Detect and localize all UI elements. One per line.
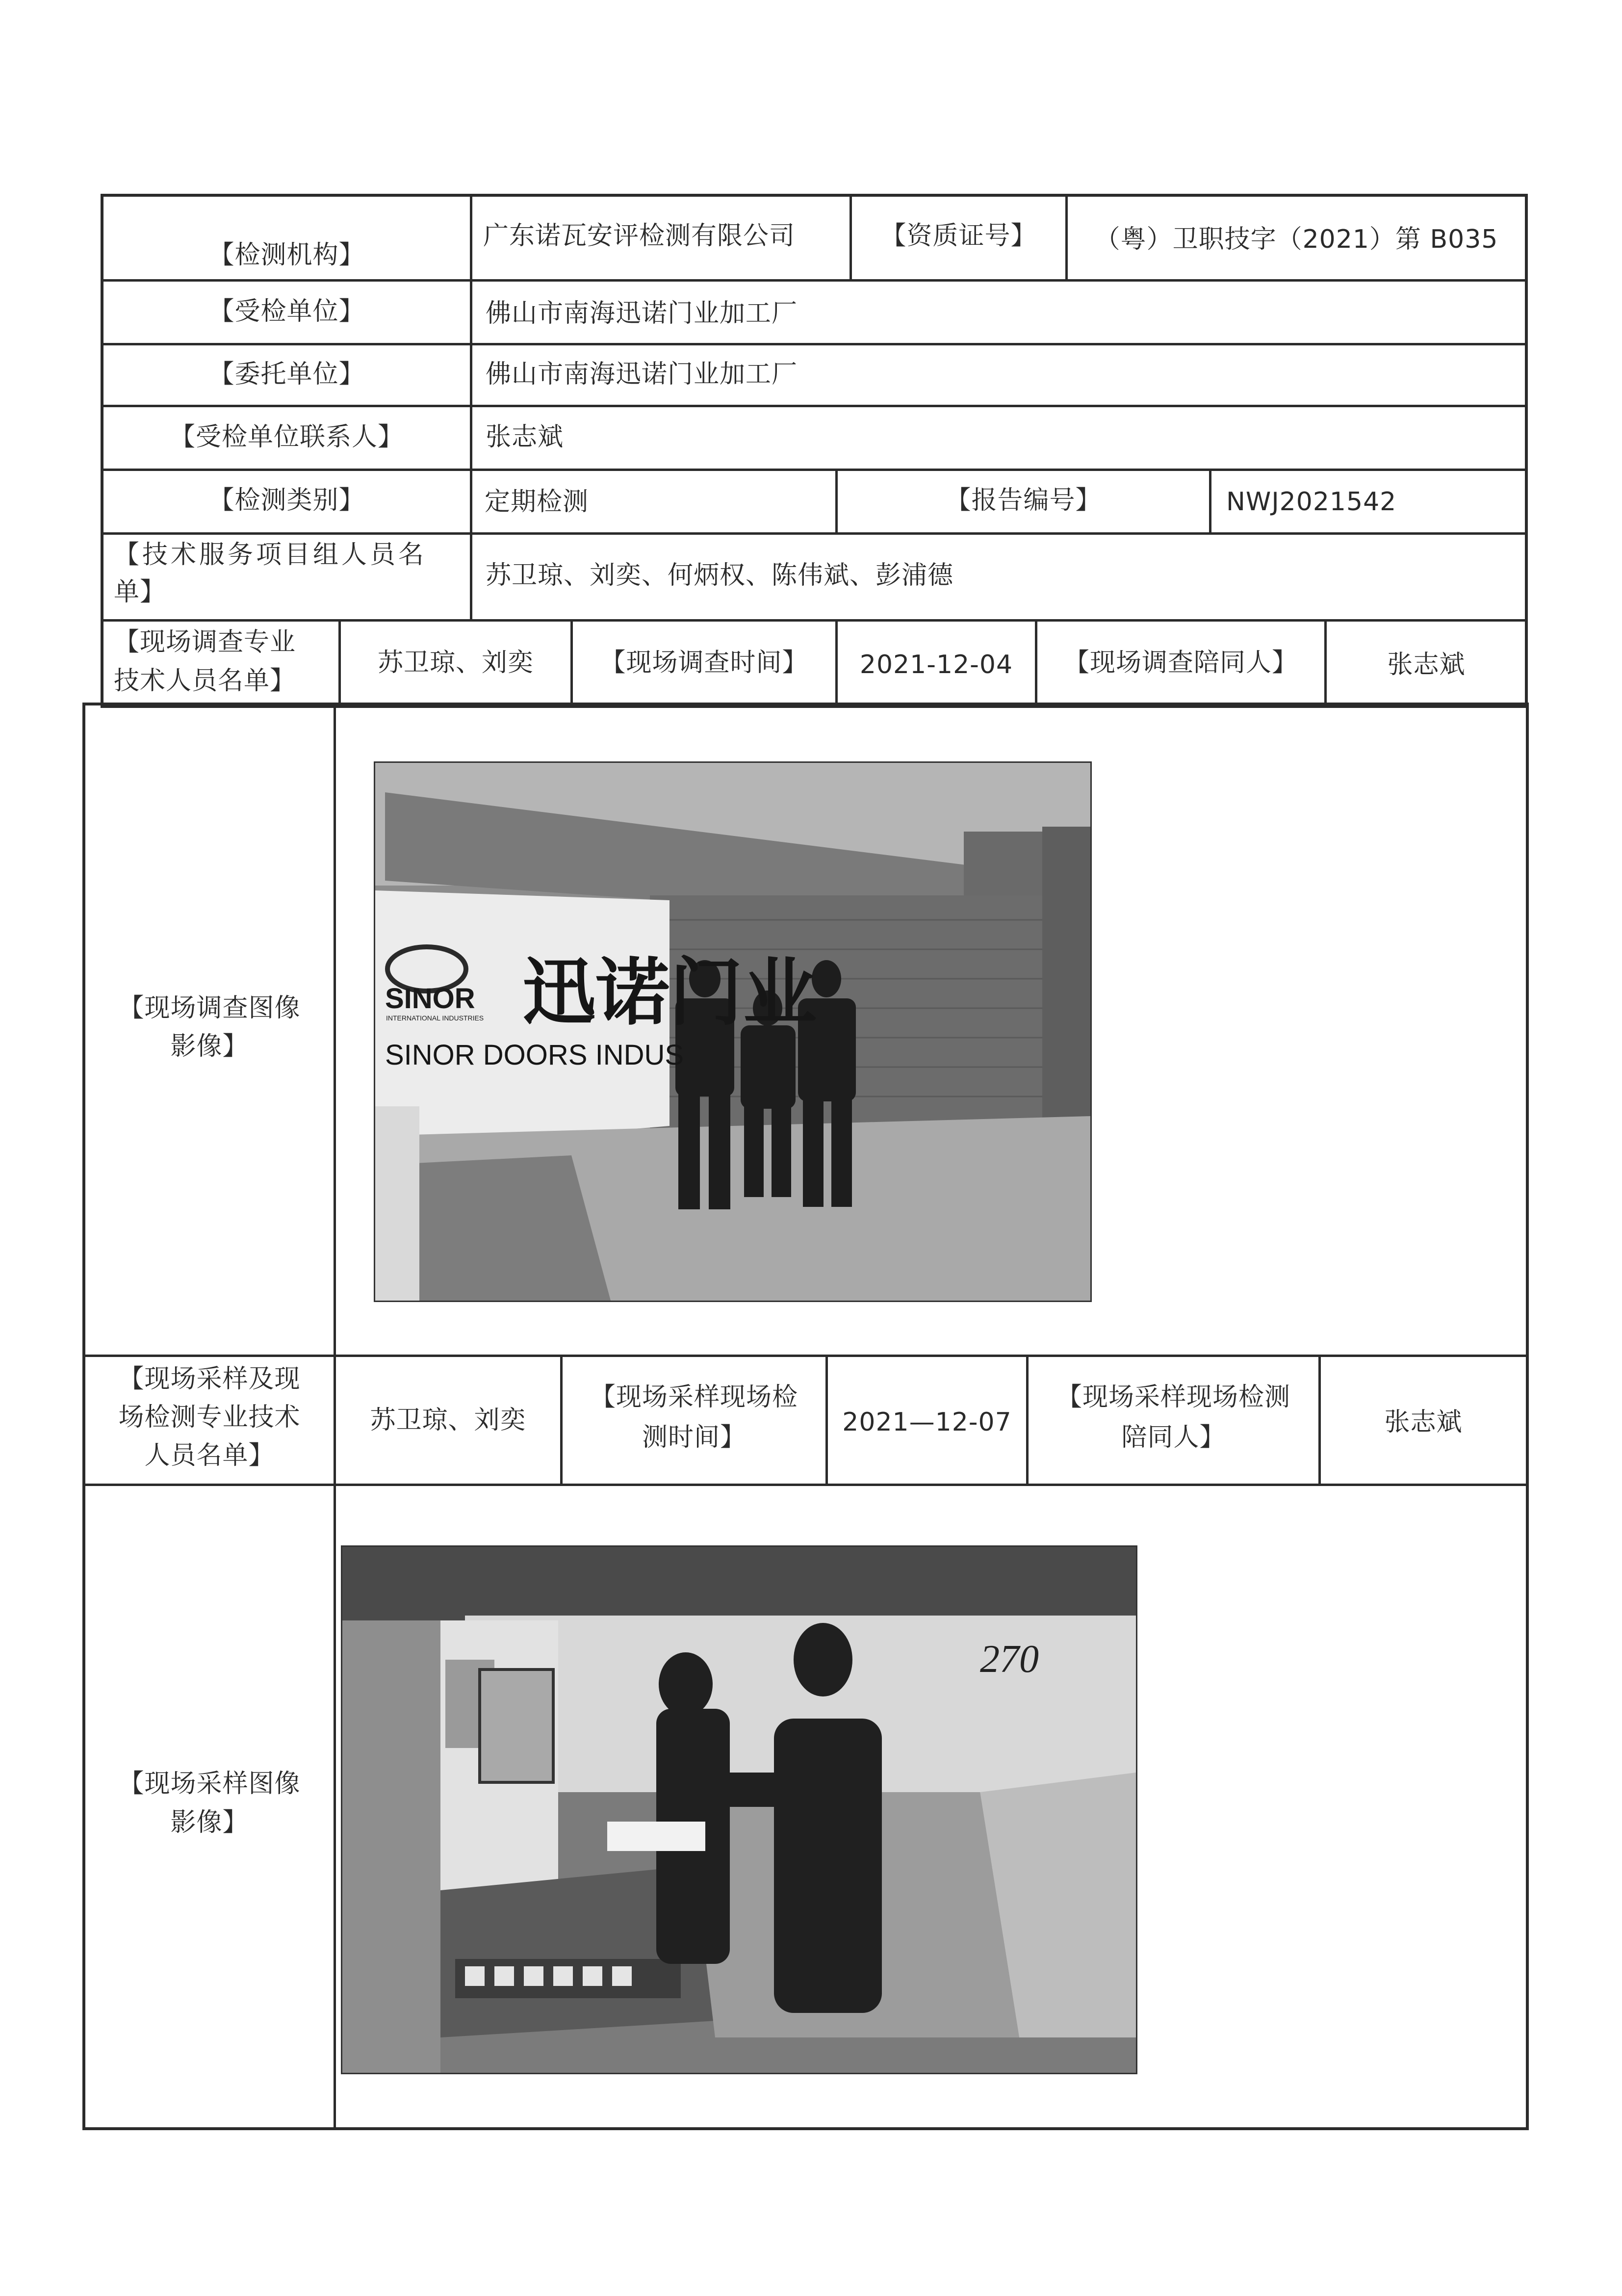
sampling-photo bbox=[341, 1545, 1137, 2074]
team-value: 苏卫琼、刘奕、何炳权、陈伟斌、彭浦德 bbox=[486, 561, 954, 590]
sampling-staff-label-line3: 人员名单】 bbox=[144, 1441, 275, 1470]
survey-time-label: 【现场调查时间】 bbox=[600, 648, 808, 678]
survey-staff-label-line2: 技术人员名单】 bbox=[114, 666, 296, 696]
sampling-escort-value: 张志斌 bbox=[1384, 1408, 1463, 1437]
inspected-unit-label: 【受检单位】 bbox=[208, 297, 365, 326]
sampling-staff-value: 苏卫琼、刘奕 bbox=[370, 1406, 526, 1435]
team-label-line1: 【技术服务项目组人员名 bbox=[114, 540, 427, 570]
agency-label: 【检测机构】 bbox=[208, 240, 365, 270]
sampling-staff-label-line2: 场检测专业技术 bbox=[118, 1403, 301, 1432]
survey-escort-label: 【现场调查陪同人】 bbox=[1063, 648, 1298, 678]
machine-number: 270 bbox=[980, 1638, 1039, 1681]
sampling-time-label-line1: 【现场采样现场检 bbox=[590, 1383, 798, 1412]
survey-staff-value: 苏卫琼、刘奕 bbox=[377, 648, 534, 678]
survey-staff-label-line1: 【现场调查专业 bbox=[114, 627, 296, 657]
sinor-logo-subtext: INTERNATIONAL INDUSTRIES bbox=[386, 1014, 484, 1022]
sampling-escort-label-line2: 陪同人】 bbox=[1121, 1423, 1226, 1452]
cert-value: （粤）卫职技字（2021）第 B035 bbox=[1094, 225, 1498, 254]
survey-photo bbox=[374, 761, 1092, 1302]
sampling-escort-label-line1: 【现场采样现场检测 bbox=[1056, 1383, 1290, 1412]
survey-image-label-line1: 【现场调查图像 bbox=[118, 993, 301, 1023]
sign-english: SINOR DOORS INDUS bbox=[385, 1039, 684, 1071]
client-unit-label: 【委托单位】 bbox=[208, 360, 365, 389]
client-unit-value: 佛山市南海迅诺门业加工厂 bbox=[486, 360, 798, 389]
contact-label: 【受检单位联系人】 bbox=[169, 422, 404, 452]
sampling-image-label-line1: 【现场采样图像 bbox=[118, 1769, 301, 1799]
sinor-logo-text: SINOR bbox=[385, 983, 475, 1015]
team-label-line2: 单】 bbox=[114, 577, 166, 607]
report-label: 【报告编号】 bbox=[945, 486, 1102, 515]
sampling-image-label-line2: 影像】 bbox=[170, 1808, 249, 1837]
sampling-time-label-line2: 测时间】 bbox=[642, 1423, 746, 1452]
report-value: NWJ2021542 bbox=[1226, 487, 1397, 517]
sampling-time-value: 2021—12-07 bbox=[842, 1408, 1012, 1437]
contact-value: 张志斌 bbox=[486, 422, 564, 452]
cert-label: 【资质证号】 bbox=[880, 221, 1037, 251]
survey-time-value: 2021-12-04 bbox=[859, 650, 1013, 679]
survey-escort-value: 张志斌 bbox=[1387, 650, 1466, 679]
category-value: 定期检测 bbox=[485, 487, 589, 517]
agency-value: 广东诺瓦安评检测有限公司 bbox=[483, 221, 796, 251]
inspected-unit-value: 佛山市南海迅诺门业加工厂 bbox=[486, 299, 798, 328]
sampling-staff-label-line1: 【现场采样及现 bbox=[118, 1364, 301, 1394]
category-label: 【检测类别】 bbox=[208, 486, 365, 515]
survey-image-label-line2: 影像】 bbox=[170, 1032, 249, 1061]
sign-chinese: 迅诺门业 bbox=[522, 950, 817, 1036]
